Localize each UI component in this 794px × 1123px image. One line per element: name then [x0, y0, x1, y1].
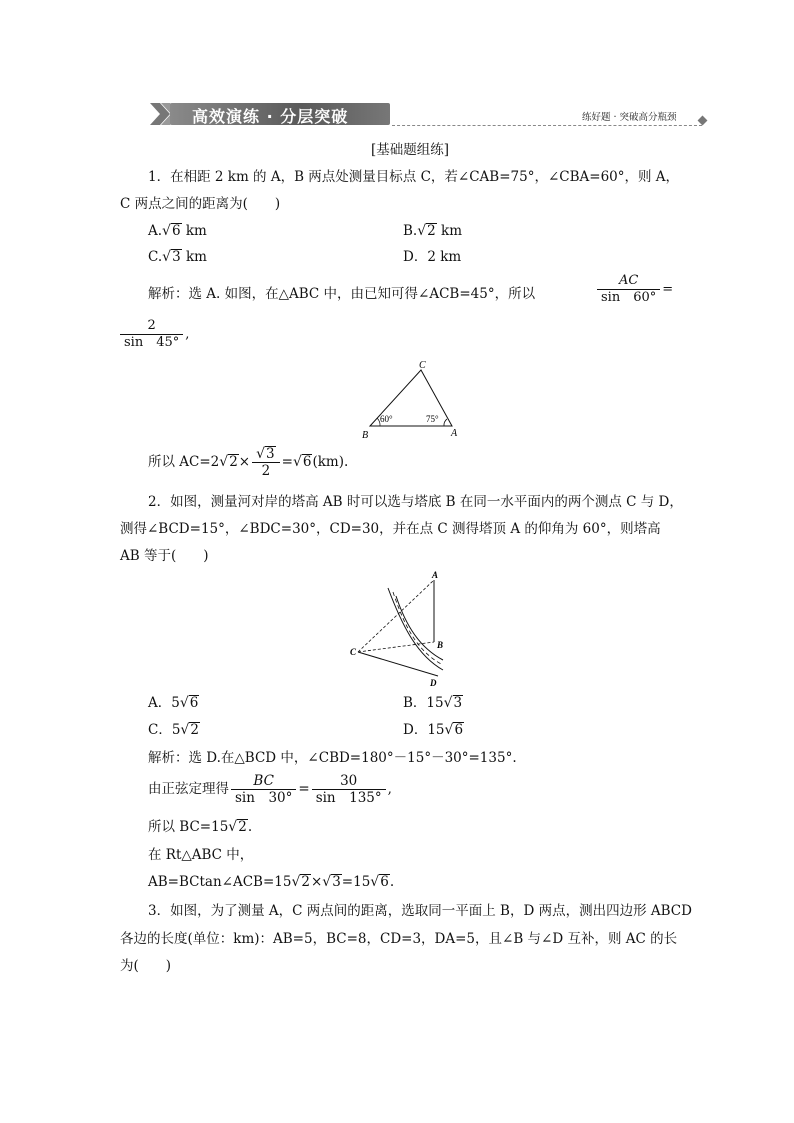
q2-solution-line1: 解析：选 D.在△BCD 中，∠CBD=180°－15°－30°=135°.	[148, 750, 517, 766]
header-divider	[392, 125, 702, 126]
q1-fraction-2: $\frac{2}{\sin 45^\circ}$ ,	[118, 318, 189, 351]
q1-option-d: D．2 km	[403, 249, 462, 265]
q2-line3: AB 等于( )	[120, 548, 209, 564]
q1-option-a: A.√6 km	[148, 223, 207, 239]
q2-option-b: B．15√3	[403, 695, 463, 711]
q1-triangle-figure	[358, 356, 468, 442]
fig1-label-c: C	[419, 360, 426, 371]
section-title: [基础题组练]	[371, 142, 450, 158]
fig1-label-a: A	[451, 428, 458, 439]
q2-sine-law: 由正弦定理得 $\frac{BC}{\sin 30^\circ}$ = $\frac{30}{\sin 135^\circ}$ ,	[148, 773, 392, 806]
q2-option-c: C．5√2	[148, 722, 199, 738]
q1-conclusion: 所以 AC=2√2× $\frac{√3}{2}$ =√6(km).	[148, 446, 349, 479]
q2-line2: 测得∠BCD=15°，∠BDC=30°，CD=30，并在点 C 测得塔顶 A 的仰角为 60°，则塔高	[120, 521, 661, 537]
q2-line1: 2．如图，测量河对岸的塔高 AB 时可以选与塔底 B 在同一水平面内的两个测点 C 与 D，	[148, 494, 683, 510]
q2-bc-result: 所以 BC=15√2.	[148, 819, 253, 835]
q3-line2: 各边的长度(单位：km)：AB=5，BC=8，CD=3，DA=5，且∠B 与∠D 互补，则 AC 的长	[120, 931, 678, 947]
q1-stem-line1: 1．在相距 2 km 的 A，B 两点处测量目标点 C，若∠CAB=75°，∠CBA=60°，则 A，	[148, 169, 680, 185]
q2-ab-result: AB=BCtan∠ACB=15√2×√3=15√6.	[148, 874, 395, 890]
q1-stem-line2: C 两点之间的距离为( )	[120, 196, 281, 212]
fig1-angle-a: 75°	[426, 414, 439, 424]
fig1-label-b: B	[362, 430, 369, 441]
fig2-label-b: B	[437, 640, 444, 650]
fig2-label-d: D	[430, 678, 437, 688]
q1-option-c: C.√3 km	[148, 249, 207, 265]
q1-fraction-ac: $\frac{AC}{\sin 60^\circ}$ =	[595, 273, 673, 306]
fig2-label-a: A	[432, 570, 439, 580]
fig1-angle-b: 60°	[380, 414, 393, 424]
header-slogan: 练好题 · 突破高分瓶颈	[582, 112, 677, 123]
q2-option-d: D．15√6	[403, 722, 464, 738]
header-banner	[148, 101, 392, 127]
q2-option-a: A．5√6	[148, 695, 199, 711]
q3-line1: 3．如图，为了测量 A，C 两点间的距离，选取同一平面上 B，D 两点，测出四边形 ABCD	[148, 903, 692, 919]
fig2-label-c: C	[350, 647, 357, 657]
q1-option-b: B.√2 km	[403, 223, 463, 239]
q2-tower-figure	[348, 568, 448, 690]
q2-rt-line: 在 Rt△ABC 中，	[148, 847, 254, 863]
q3-line3: 为( )	[120, 958, 172, 974]
q1-solution-line1: 解析：选 A. 如图，在△ABC 中，由已知可得∠ACB=45°，所以	[148, 286, 536, 302]
diamond-icon	[698, 116, 708, 126]
banner-title: 高效演练 · 分层突破	[192, 107, 349, 126]
